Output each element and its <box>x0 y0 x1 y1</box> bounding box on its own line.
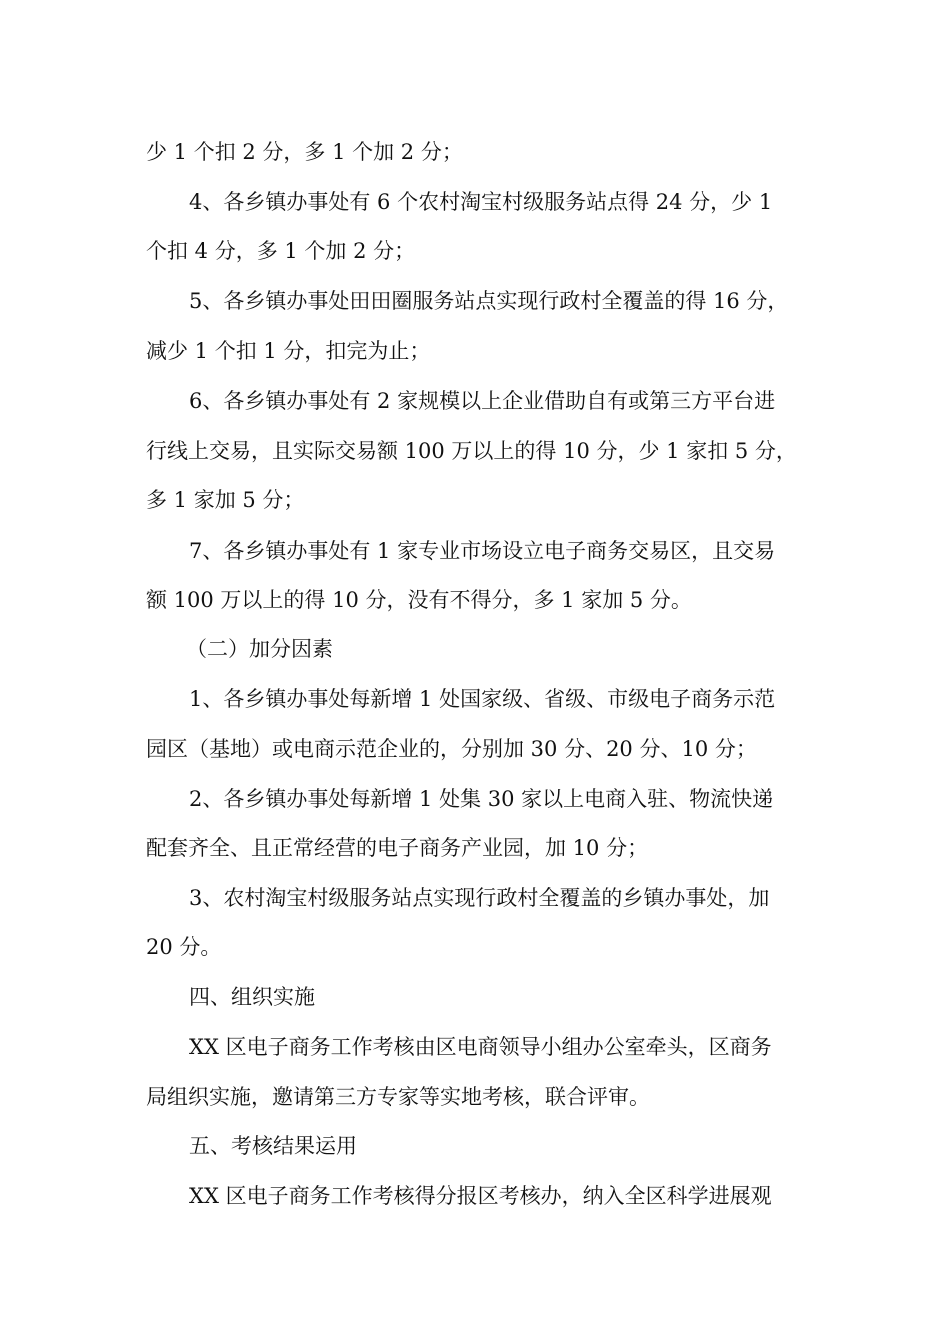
section-heading: 五、考核结果运用 <box>189 1134 357 1158</box>
text-line: 额 100 万以上的得 10 分，没有不得分，多 1 家加 5 分。 <box>146 588 692 612</box>
text-line: 个扣 4 分，多 1 个加 2 分； <box>146 239 416 263</box>
text-line: 多 1 家加 5 分； <box>146 488 305 512</box>
text-line: XX 区电子商务工作考核得分报区考核办，纳入全区科学进展观 <box>189 1184 772 1208</box>
text-line: 2、各乡镇办事处每新增 1 处集 30 家以上电商入驻、物流快递 <box>189 787 774 811</box>
text-line: 园区（基地）或电商示范企业的，分别加 30 分、20 分、10 分； <box>146 737 757 761</box>
text-line: 减少 1 个扣 1 分，扣完为止； <box>146 339 431 363</box>
text-line: 局组织实施，邀请第三方专家等实地考核，联合评审。 <box>146 1085 650 1109</box>
text-line: 20 分。 <box>146 935 222 959</box>
text-line: 7、各乡镇办事处有 1 家专业市场设立电子商务交易区，且交易 <box>189 539 776 563</box>
text-line: 1、各乡镇办事处每新增 1 处国家级、省级、市级电子商务示范 <box>189 687 776 711</box>
text-line: XX 区电子商务工作考核由区电商领导小组办公室牵头，区商务 <box>189 1035 772 1059</box>
text-line: 少 1 个扣 2 分，多 1 个加 2 分； <box>146 140 463 164</box>
text-line: 行线上交易，且实际交易额 100 万以上的得 10 分，少 1 家扣 5 分， <box>146 439 797 463</box>
text-line: 4、各乡镇办事处有 6 个农村淘宝村级服务站点得 24 分，少 1 <box>189 190 773 214</box>
section-heading: （二）加分因素 <box>186 637 333 661</box>
text-line: 配套齐全、且正常经营的电子商务产业园，加 10 分； <box>146 836 649 860</box>
text-line: 3、农村淘宝村级服务站点实现行政村全覆盖的乡镇办事处，加 <box>189 886 770 910</box>
text-line: 6、各乡镇办事处有 2 家规模以上企业借助自有或第三方平台进 <box>189 389 776 413</box>
text-line: 5、各乡镇办事处田田圈服务站点实现行政村全覆盖的得 16 分， <box>189 289 789 313</box>
section-heading: 四、组织实施 <box>189 985 315 1009</box>
